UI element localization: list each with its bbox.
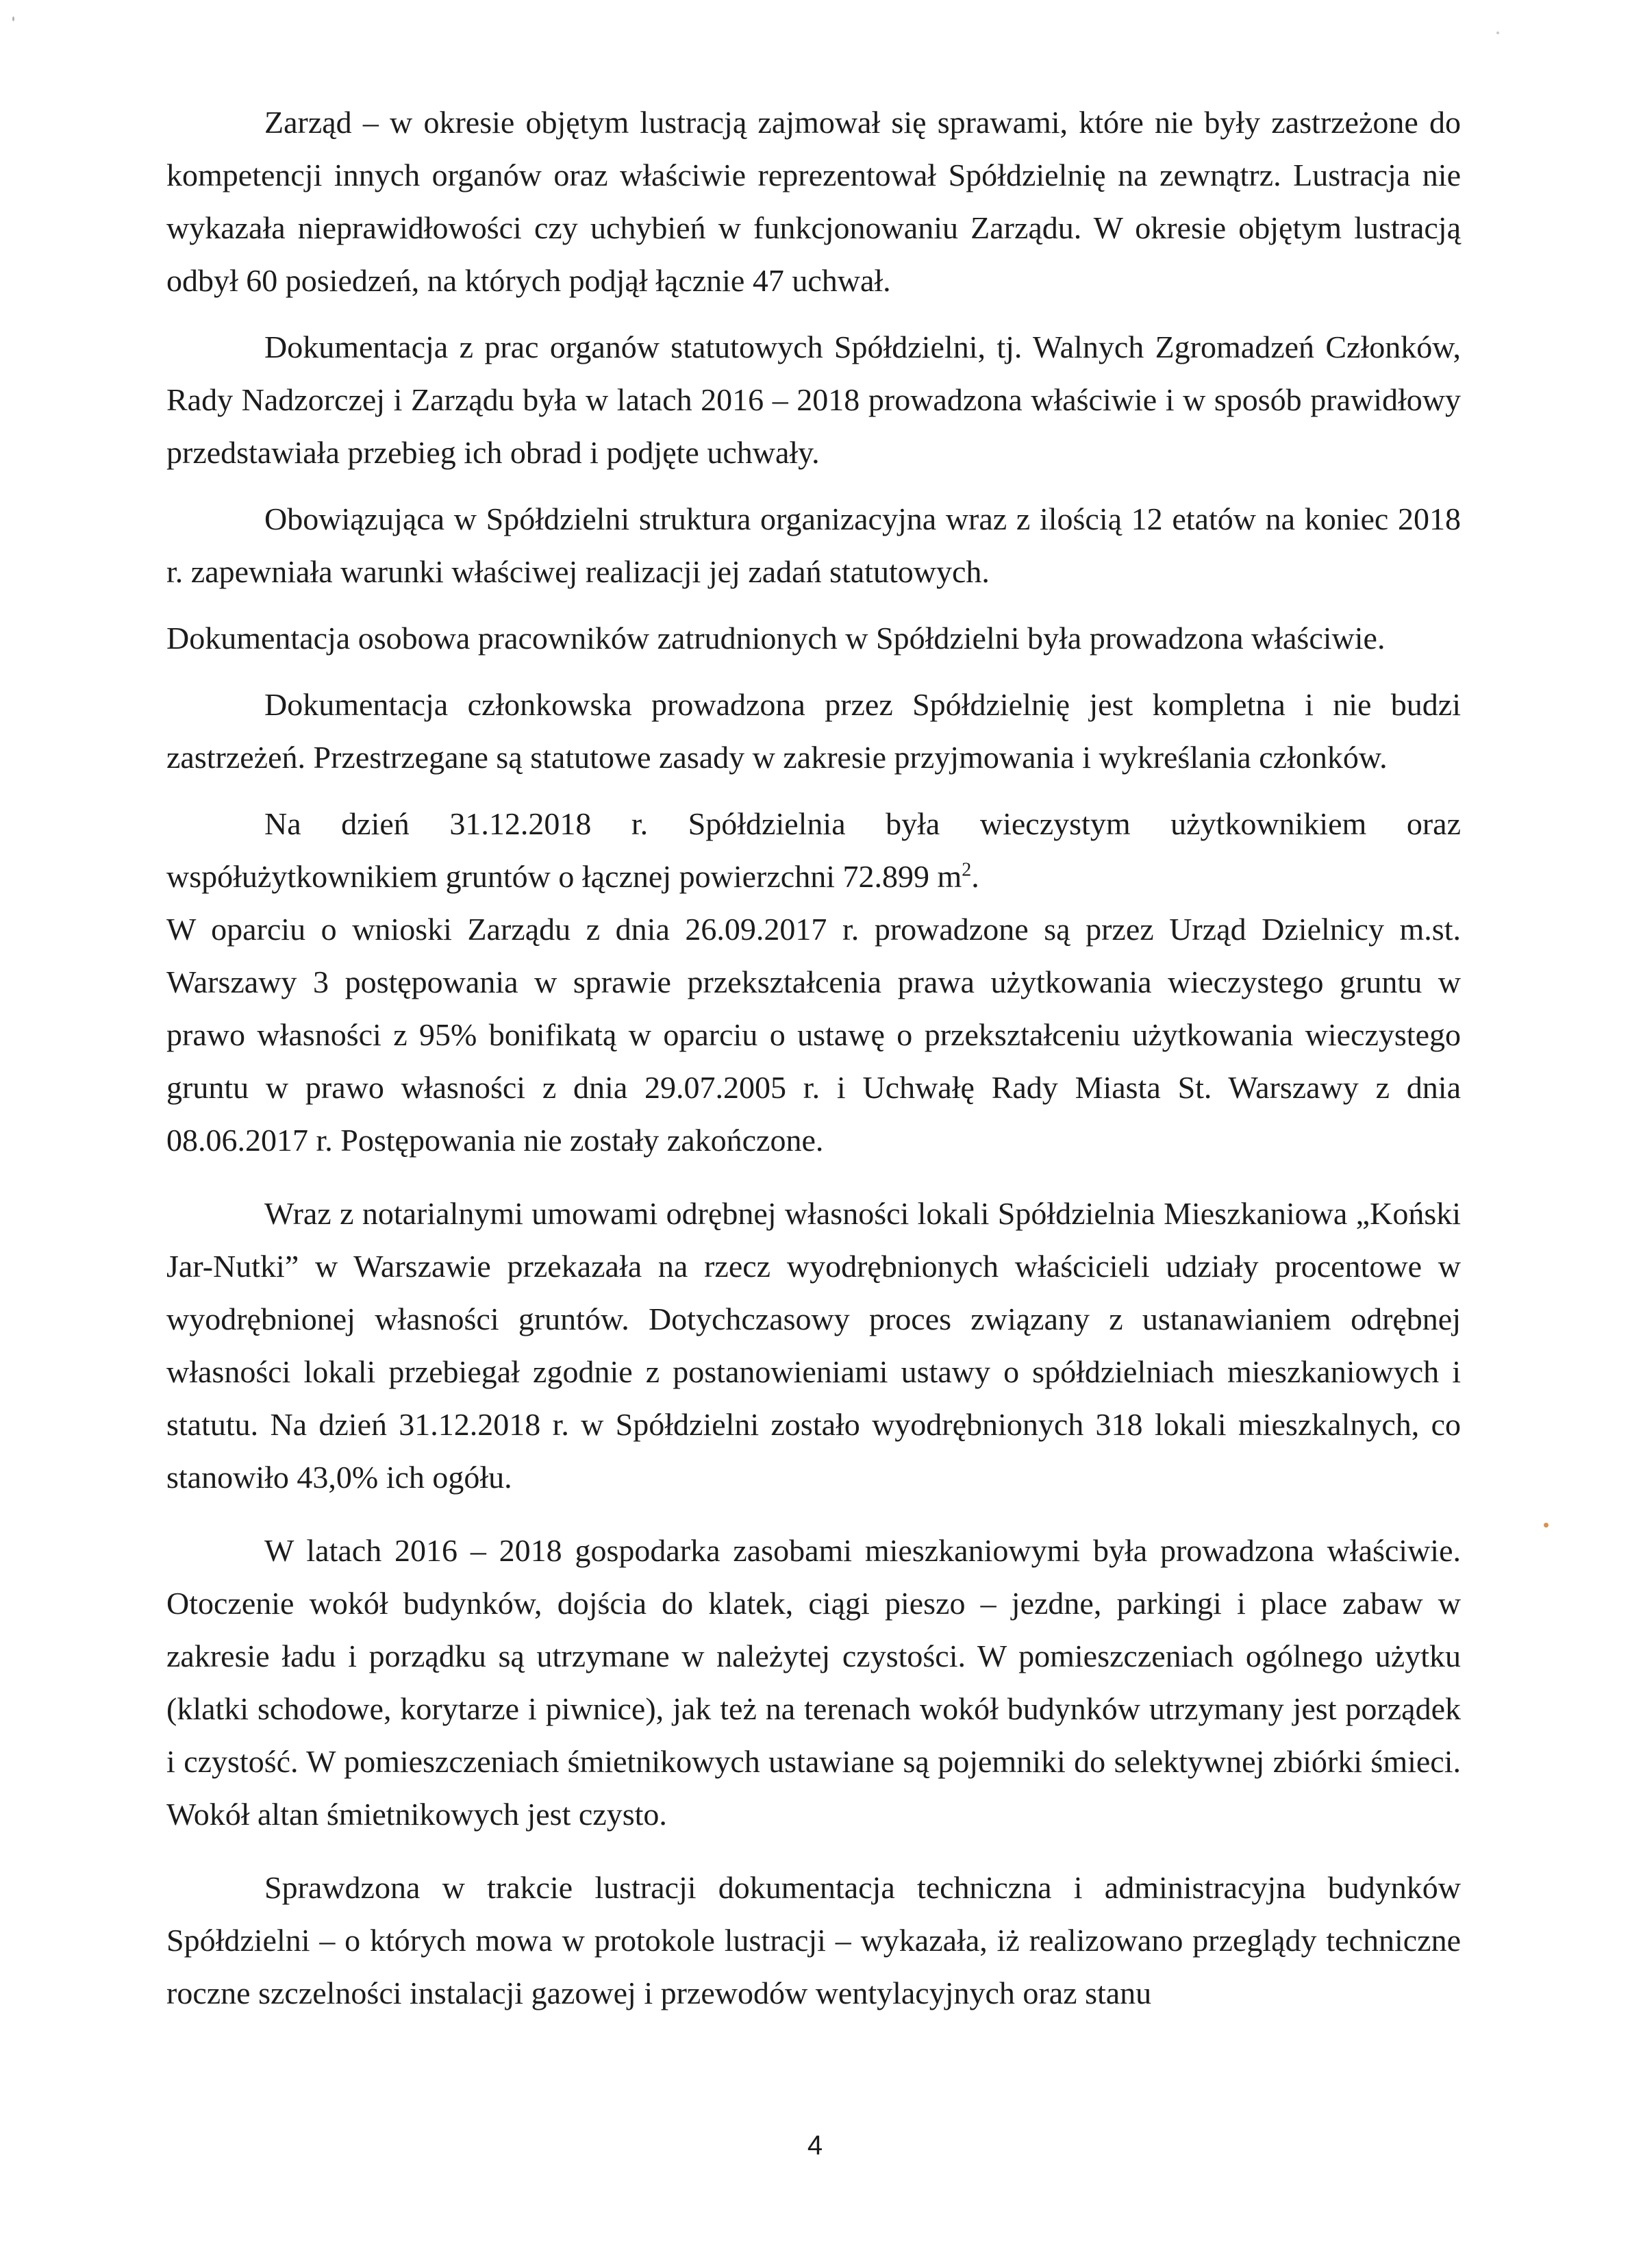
grunty-text: Na dzień 31.12.2018 r. Spółdzielnia była wieczystym użytkownikiem oraz współużytkownikiem gruntów o łącznej powierzchni 72.899 m: [166, 806, 1461, 894]
page-number: 4: [807, 2130, 823, 2160]
document-body: [166, 96, 1461, 2019]
paragraph-dokumentacja-osobowa: Dokumentacja osobowa pracowników zatrudnionych w Spółdzielni była prowadzona właściwie.: [166, 621, 1386, 656]
scan-speck: [1496, 32, 1499, 34]
paragraph-gospodarka: W latach 2016 – 2018 gospodarka zasobami mieszkaniowymi była prowadzona właściwie. Otoczenie wokół budynków, dojścia do klatek, ciągi pieszo – jezdne, parkingi i place zabaw w zakresie ładu i porządku są utrzymane w należytej czystości. W pomieszczeniach ogólnego użytku (klatki schodowe, korytarze i piwnice), jak też na terenach wokół budynków utrzymany jest porządek i czystość. W pomieszczeniach śmietnikowych ustawiane są pojemniki do selektywnej zbiórki śmieci. Wokół altan śmietnikowych jest czysto.: [166, 1533, 1461, 1832]
grunty-period: .: [971, 859, 979, 894]
square-meter-superscript: 2: [962, 859, 972, 881]
paragraph-dokumentacja-organow: Dokumentacja z prac organów statutowych Spółdzielni, tj. Walnych Zgromadzeń Członków, Rady Nadzorczej i Zarządu była w latach 2016 – 2018 prowadzona właściwie i w sposób prawidłowy przedstawiała przebieg ich obrad i podjęte uchwały.: [166, 329, 1461, 470]
paragraph-wnioski: W oparciu o wnioski Zarządu z dnia 26.09.2017 r. prowadzone są przez Urząd Dzielnicy m.st. Warszawy 3 postępowania w sprawie przekształcenia prawa użytkowania wieczystego gruntu w prawo własności z 95% bonifikatą w oparciu o ustawę o przekształceniu użytkowania wieczystego gruntu w prawo własności z dnia 29.07.2005 r. i Uchwałę Rady Miasta St. Warszawy z dnia 08.06.2017 r. Postępowania nie zostały zakończone.: [166, 912, 1461, 1158]
paragraph-odrebna-wlasnosc: Wraz z notarialnymi umowami odrębnej własności lokali Spółdzielnia Mieszkaniowa „Koński Jar-Nutki” w Warszawie przekazała na rzecz wyodrębnionych właścicieli udziały procentowe w wyodrębnionej własności gruntów. Dotychczasowy proces związany z ustanawianiem odrębnej własności lokali przebiegał zgodnie z postanowieniami ustawy o spółdzielniach mieszkaniowych i statutu. Na dzień 31.12.2018 r. w Spółdzielni zostało wyodrębnionych 318 lokali mieszkalnych, co stanowiło 43,0% ich ogółu.: [166, 1196, 1461, 1495]
scan-speck: [1544, 1523, 1548, 1528]
scan-speck: [12, 16, 14, 21]
paragraph-grunty: [166, 797, 1461, 903]
paragraph-zarzad: Zarząd – w okresie objętym lustracją zajmował się sprawami, które nie były zastrzeżone do kompetencji innych organów oraz właściwie reprezentował Spółdzielnię na zewnątrz. Lustracja nie wykazała nieprawidłowości czy uchybień w funkcjonowaniu Zarządu. W okresie objętym lustracją odbył 60 posiedzeń, na których podjął łącznie 47 uchwał.: [166, 105, 1461, 298]
paragraph-dokumentacja-techniczna: Sprawdzona w trakcie lustracji dokumentacja techniczna i administracyjna budynków Spółdzielni – o których mowa w protokole lustracji – wykazała, iż realizowano przeglądy techniczne roczne szczelności instalacji gazowej i przewodów wentylacyjnych oraz stanu: [166, 1870, 1461, 2010]
paragraph-struktura: Obowiązująca w Spółdzielni struktura organizacyjna wraz z ilością 12 etatów na koniec 2018 r. zapewniała warunki właściwej realizacji jej zadań statutowych.: [166, 501, 1461, 589]
paragraph-dokumentacja-czlonkowska: Dokumentacja członkowska prowadzona przez Spółdzielnię jest kompletna i nie budzi zastrzeżeń. Przestrzegane są statutowe zasady w zakresie przyjmowania i wykreślania członków.: [166, 687, 1461, 775]
